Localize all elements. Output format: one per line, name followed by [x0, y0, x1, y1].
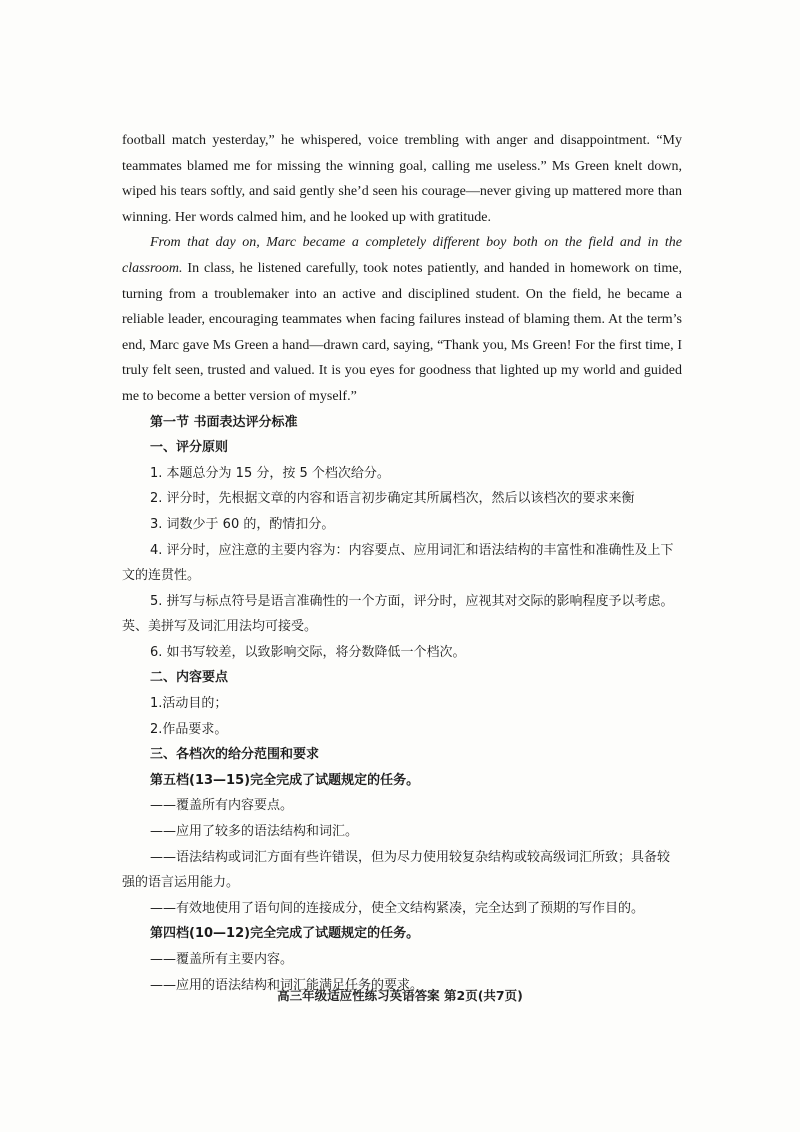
point-item: 2.作品要求。 — [150, 721, 228, 737]
story-paragraph-2-text: In class, he listened carefully, took notes patiently, and handed in homework on time, turning from a troublemaker into an active and disciplined student. On the field, he became a reliable leader, encouraging teammates when facing failures instead of blaming them. At the term’s end, Marc gave Ms Green a hand—drawn card, saying, “Thank you, Ms Green! For the first time, I truly felt seen, trusted and valued. It is you eyes for goodness that lighted up my world and guided me to become a better version of myself.” — [122, 260, 682, 404]
page-content — [122, 128, 682, 998]
page-footer: 高三年级适应性练习英语答案 第2页(共7页) — [277, 988, 523, 1003]
principle-item: 5. 拼写与标点符号是语言准确性的一个方面，评分时，应视其对交际的影响程度予以考虑。英、美拼写及词汇用法均可接受。 — [122, 593, 674, 635]
story-paragraph-2 — [122, 230, 682, 409]
principle-item: 2. 评分时，先根据文章的内容和语言初步确定其所属档次，然后以该档次的要求来衡 — [150, 491, 635, 507]
level5-item: ——语法结构或词汇方面有些许错误，但为尽力使用较复杂结构或较高级词汇所致；具备较强的语言运用能力。 — [122, 849, 671, 891]
principle-item: 6. 如书写较差，以致影响交际，将分数降低一个档次。 — [150, 644, 466, 660]
points-heading: 二、内容要点 — [150, 670, 229, 686]
section-title: 第一节 书面表达评分标准 — [150, 414, 298, 430]
principle-item: 3. 词数少于 60 的，酌情扣分。 — [150, 516, 335, 532]
level5-item: ——有效地使用了语句间的连接成分，使全文结构紧凑，完全达到了预期的写作目的。 — [150, 900, 645, 916]
story-paragraph-1: football match yesterday,” he whispered, voice trembling with anger and disappointment. “My teammates blamed me for missing the winning goal, calling me useless.” Ms Green knelt down, wiped his tears softly, and said gently she’d seen his courage—never giving up mattered more than winning. Her words calmed him, and he looked up with gratitude. — [122, 133, 682, 225]
point-item: 1.活动目的； — [150, 696, 228, 712]
principles-heading: 一、评分原则 — [150, 440, 229, 456]
level5-item: ——应用了较多的语法结构和词汇。 — [150, 824, 359, 840]
principle-item: 1. 本题总分为 15 分，按 5 个档次给分。 — [150, 465, 390, 481]
story-paragraph-2-italic: From that day on, Marc became a completely different boy both on the field and in the classroom. — [122, 235, 682, 276]
level4-item: ——覆盖所有主要内容。 — [150, 952, 294, 967]
level4-title: 第四档(10—12)完全完成了试题规定的任务。 — [150, 926, 420, 942]
level4-item: ——应用的语法结构和词汇能满足任务的要求。 — [150, 977, 424, 993]
principle-item: 4. 评分时，应注意的主要内容为：内容要点、应用词汇和语法结构的丰富性和准确性及上下文的连贯性。 — [122, 542, 674, 584]
level5-item: ——覆盖所有内容要点。 — [150, 798, 294, 814]
level5-title: 第五档(13—15)完全完成了试题规定的任务。 — [150, 772, 420, 788]
levels-heading: 三、各档次的给分范围和要求 — [150, 747, 320, 763]
